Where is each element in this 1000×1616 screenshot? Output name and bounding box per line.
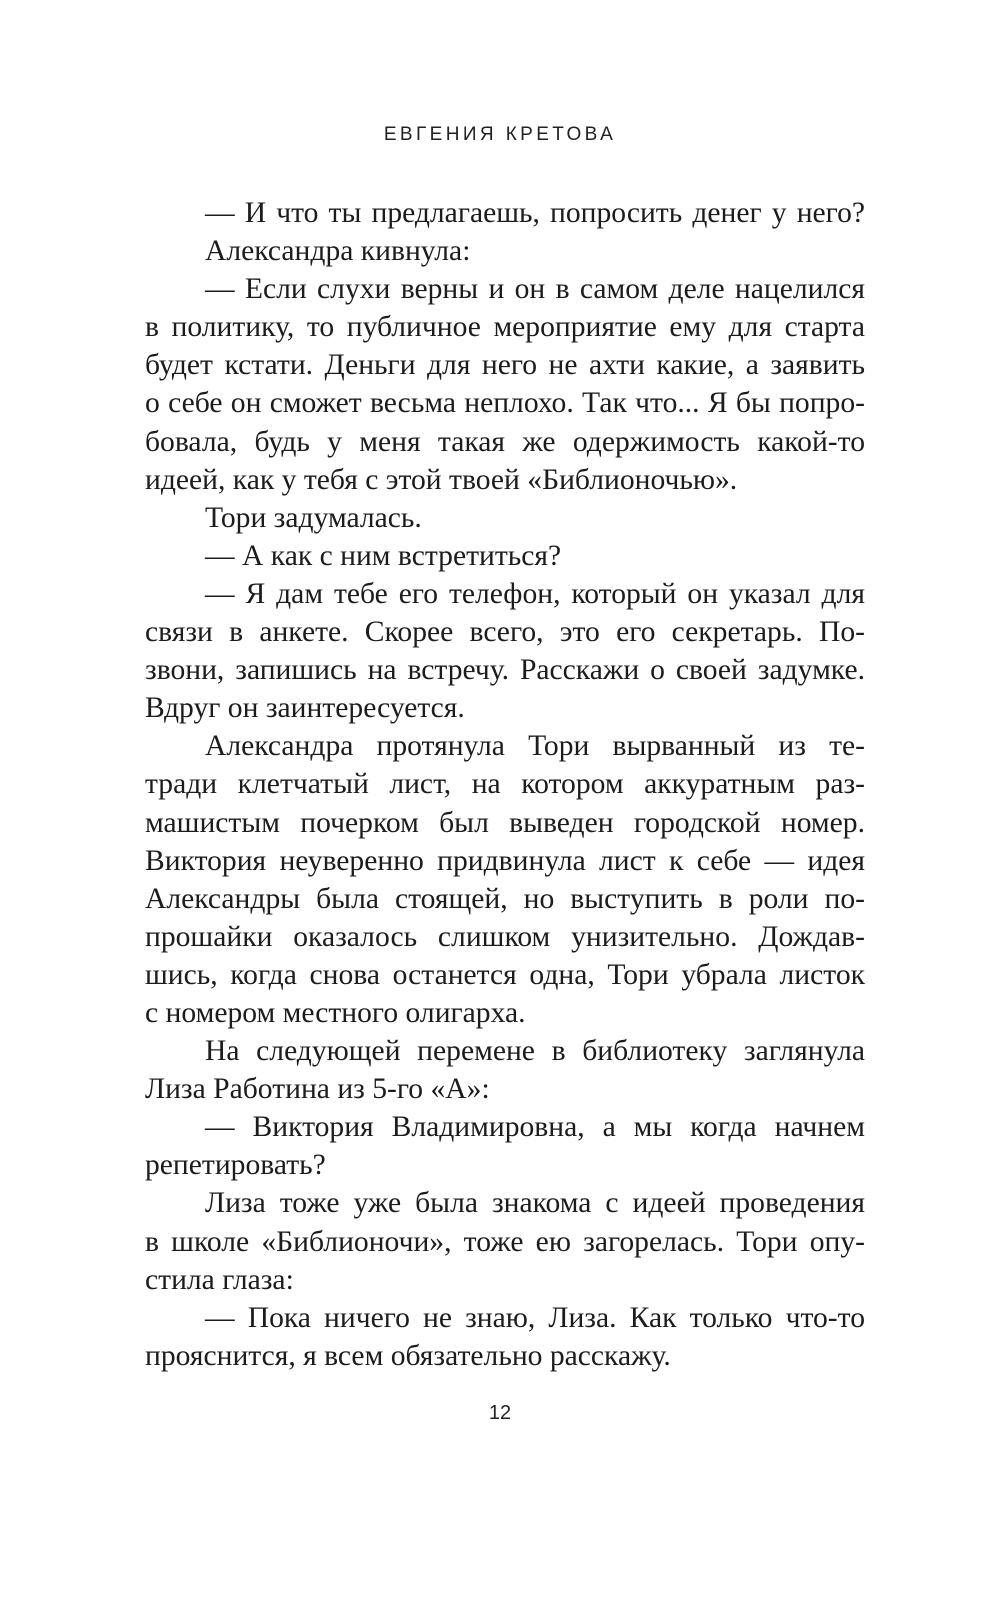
- body-text: [145, 194, 865, 1375]
- text-line: с номером местного олигарха.: [145, 996, 526, 1029]
- text-line: Тори задумалась.: [205, 501, 422, 534]
- text-line: будет кстати. Деньги для него не ахти какие, а заявить: [145, 349, 865, 382]
- text-line: машистым почерком был выведен городской номер.: [145, 806, 865, 839]
- text-line: — Пока ничего не знаю, Лиза. Как только что-то: [205, 1301, 865, 1334]
- text-line: прояснится, я всем обязательно расскажу.: [145, 1339, 671, 1372]
- text-line: На следующей перемене в библиотеку заглянула: [205, 1035, 865, 1068]
- text-line: о себе он сможет весьма неплохо. Так что... Я бы попро-: [145, 387, 865, 420]
- text-line: идеей, как у тебя с этой твоей «Библионочью».: [145, 463, 738, 496]
- text-line: — И что ты предлагаешь, попросить денег у него?: [205, 197, 865, 229]
- text-line: Виктория неуверенно придвинула лист к себе — идея: [145, 844, 865, 877]
- text-line: Вдруг он заинтересуется.: [145, 692, 465, 725]
- text-line: Александры была стоящей, но выступить в роли по-: [145, 882, 865, 915]
- text-line: прошайки оказалось слишком унизительно. Дождав-: [145, 920, 865, 953]
- text-line: — А как с ним встретиться?: [205, 539, 562, 572]
- text-line: в политику, то публичное мероприятие ему для старта: [145, 311, 865, 344]
- text-line: шись, когда снова останется одна, Тори убрала листок: [145, 958, 865, 991]
- text-line: связи в анкете. Скорее всего, это его секретарь. По-: [145, 616, 865, 649]
- text-line: тради клетчатый лист, на котором аккуратным раз-: [145, 768, 865, 801]
- text-line: — Я дам тебе его телефон, который он указал для: [205, 577, 865, 610]
- text-line: бовала, будь у меня такая же одержимость какой-то: [145, 425, 865, 458]
- text-line: в школе «Библионочи», тоже ею загорелась. Тори опу-: [145, 1225, 865, 1258]
- text-line: репетировать?: [145, 1149, 326, 1182]
- text-line: — Виктория Владимировна, а мы когда начнем: [205, 1111, 865, 1144]
- text-line: Лиза Работина из 5-го «А»:: [145, 1073, 490, 1106]
- running-head-author: ЕВГЕНИЯ КРЕТОВА: [383, 124, 617, 145]
- text-line: Александра кивнула:: [205, 235, 471, 268]
- text-line: стила глаза:: [145, 1263, 294, 1296]
- text-line: Лиза тоже уже была знакома с идеей проведения: [205, 1187, 865, 1220]
- text-line: Александра протянула Тори вырванный из те-: [205, 730, 865, 763]
- page-number: 12: [488, 1402, 512, 1424]
- text-line: — Если слухи верны и он в самом деле нацелился: [205, 273, 865, 306]
- text-line: звони, запишись на встречу. Расскажи о своей задумке.: [145, 654, 865, 687]
